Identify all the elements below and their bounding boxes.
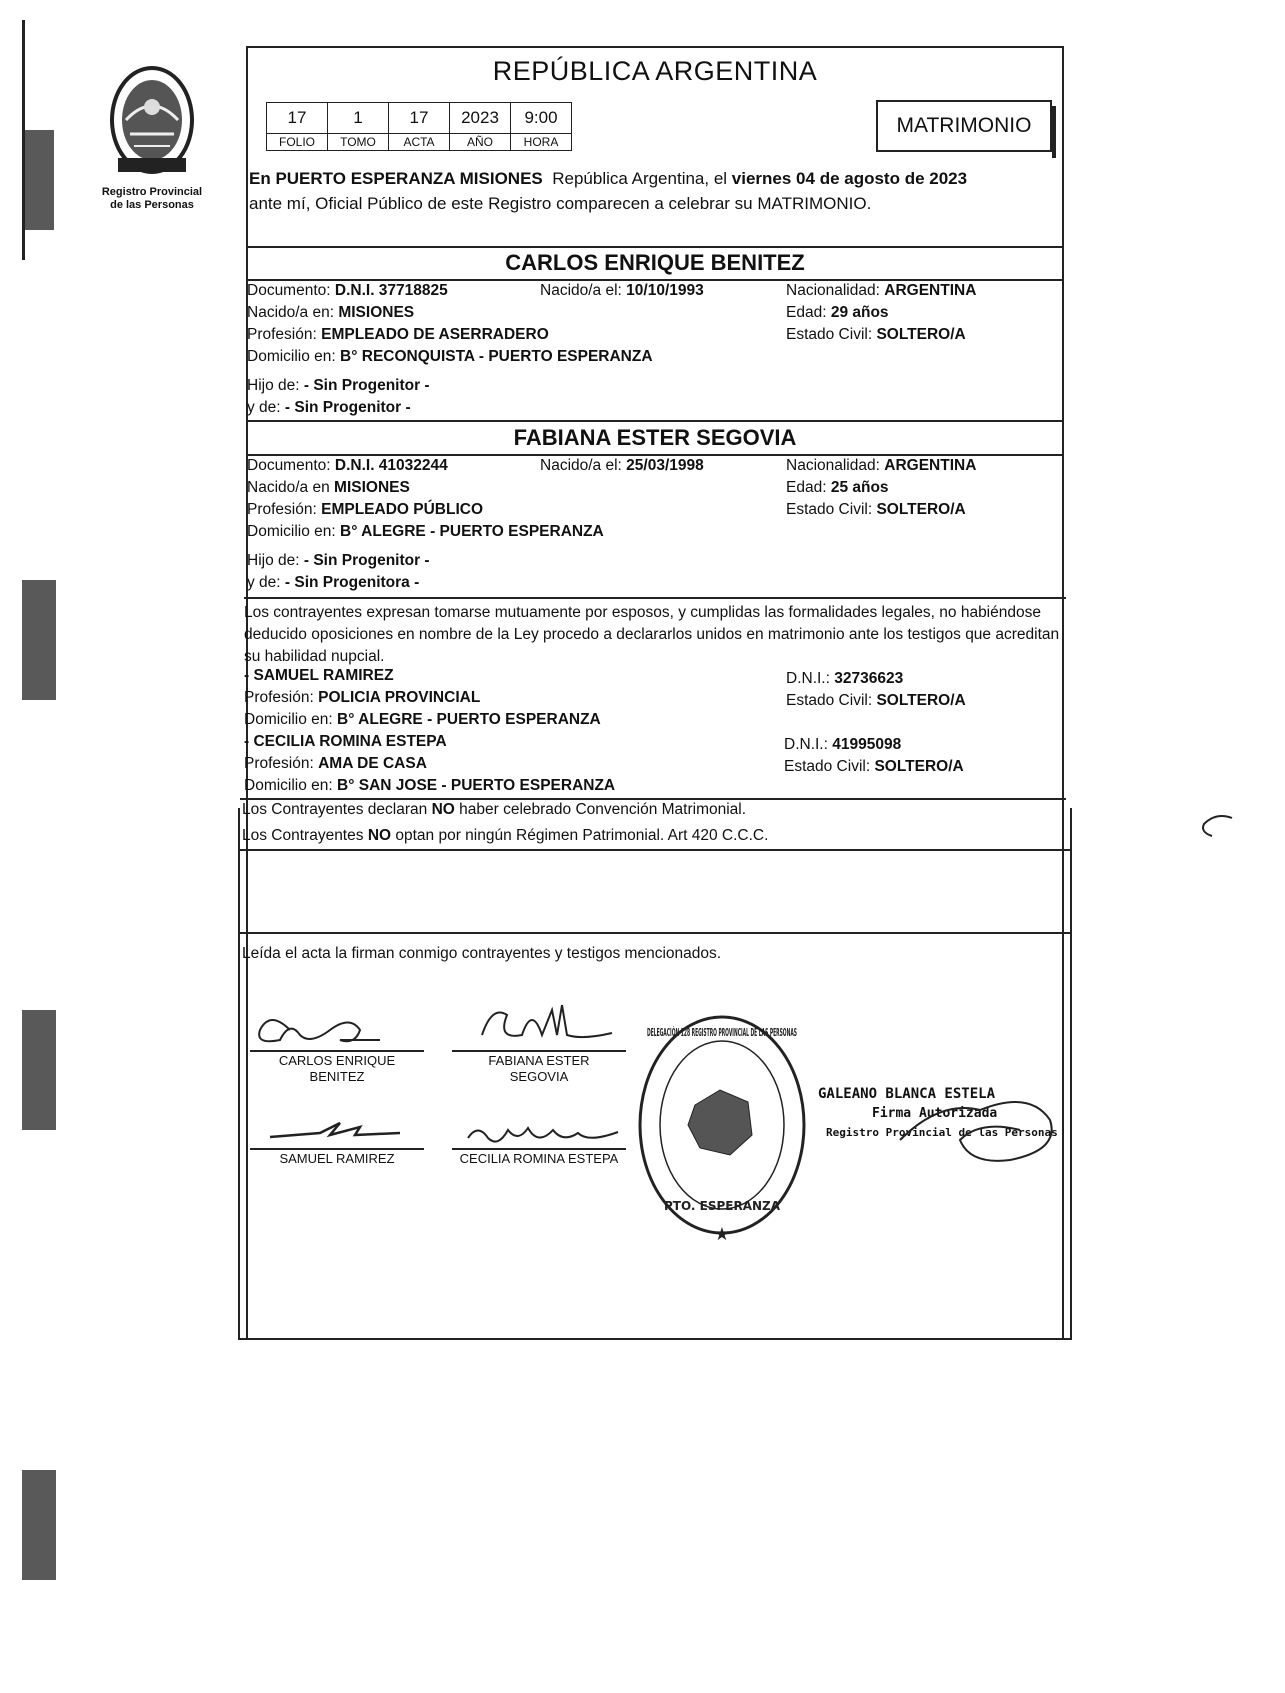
spouse-2-nat: Nacionalidad: ARGENTINA xyxy=(786,457,977,474)
hour-label: HORA xyxy=(511,134,572,151)
witness-2-addr: Domicilio en: B° SAN JOSE - PUERTO ESPERANZA xyxy=(244,777,616,794)
declaration-text: Los contrayentes expresan tomarse mutuamente por esposos, y cumplidas las formalidades legales, no habiéndose deducido oposiciones en nombre de la Ley procedo a declararlos unidos en matrimonio ante los testigos que acreditan su habilidad nupcial. xyxy=(244,604,1060,665)
spouse-2-civil: Estado Civil: SOLTERO/A xyxy=(786,501,966,518)
coat-of-arms-icon xyxy=(104,62,200,180)
hour-value: 9:00 xyxy=(511,103,572,134)
signature-2-scribble-icon xyxy=(462,995,622,1055)
act-type-box xyxy=(876,100,1052,152)
country-title: REPÚBLICA ARGENTINA xyxy=(492,56,818,86)
signature-line xyxy=(452,1050,626,1052)
spouse-1-born: Nacido/a el: 10/10/1993 xyxy=(540,282,704,299)
spouse-2-age: Edad: 25 años xyxy=(786,479,889,496)
spouse-1-parent-2: y de: - Sin Progenitor - xyxy=(247,399,411,416)
spouse-1-civil: Estado Civil: SOLTERO/A xyxy=(786,326,966,343)
signature-line xyxy=(452,1148,626,1150)
spouse-2-addr: Domicilio en: B° ALEGRE - PUERTO ESPERANZA xyxy=(247,523,604,540)
signature-3-scribble-icon xyxy=(260,1115,410,1145)
witness-1-dni: D.N.I.: 32736623 xyxy=(786,670,904,687)
spouse-1-name: CARLOS ENRIQUE BENITEZ xyxy=(505,250,805,275)
closing-text: Leída el acta la firman conmigo contrayentes y testigos mencionados. xyxy=(242,945,722,962)
divider xyxy=(240,798,1066,800)
scan-mark xyxy=(22,1010,56,1130)
spouse-2-doc: Documento: D.N.I. 41032244 xyxy=(247,457,448,474)
spouse-1-age: Edad: 29 años xyxy=(786,304,889,321)
spouse-1-nat: Nacionalidad: ARGENTINA xyxy=(786,282,977,299)
stray-mark-icon xyxy=(1196,812,1236,842)
official-signature-scribble-icon xyxy=(880,1080,1070,1170)
signature-4-scribble-icon xyxy=(458,1118,628,1150)
scan-mark xyxy=(22,580,56,700)
signature-line xyxy=(250,1050,424,1052)
logo-caption-line-1: Registro Provincial xyxy=(101,186,203,198)
official-title: Firma Autorizada xyxy=(872,1106,998,1121)
witness-1-civil: Estado Civil: SOLTERO/A xyxy=(786,692,966,709)
official-name: GALEANO BLANCA ESTELA xyxy=(818,1086,996,1102)
official-org: Registro Provincial de las Personas xyxy=(826,1126,1058,1139)
intro-mid: República Argentina, el xyxy=(552,169,728,188)
spouse-2-parent-2: y de: - Sin Progenitora - xyxy=(247,574,420,591)
signature-2-line-2: SEGOVIA xyxy=(509,1069,569,1084)
spouse-1-prof: Profesión: EMPLEADO DE ASERRADERO xyxy=(247,326,549,343)
intro-text xyxy=(249,166,1069,216)
spouse-2-name: FABIANA ESTER SEGOVIA xyxy=(513,425,797,450)
year-value: 2023 xyxy=(450,103,511,134)
stamp-bottom-text: PTO. ESPERANZA xyxy=(663,1199,781,1213)
acta-value: 17 xyxy=(389,103,450,134)
spouse-2-prof: Profesión: EMPLEADO PÚBLICO xyxy=(247,501,484,518)
logo-caption-line-2: de las Personas xyxy=(110,199,194,211)
witness-2-prof: Profesión: AMA DE CASA xyxy=(244,755,427,772)
signature-3-caption: SAMUEL RAMIREZ xyxy=(279,1151,395,1166)
registry-logo xyxy=(92,62,212,212)
signature-2-caption xyxy=(452,1053,626,1085)
spouse-1-doc: Documento: D.N.I. 37718825 xyxy=(247,282,448,299)
witness-2-name: - CECILIA ROMINA ESTEPA xyxy=(244,733,447,750)
signature-1-scribble-icon xyxy=(250,1000,400,1050)
registry-table xyxy=(266,102,572,151)
spouse-1-birthplace: Nacido/a en: MISIONES xyxy=(247,304,415,321)
signature-1-line-1: CARLOS ENRIQUE xyxy=(278,1053,396,1068)
spouse-1-addr: Domicilio en: B° RECONQUISTA - PUERTO ESPERANZA xyxy=(247,348,653,365)
signature-2-line-1: FABIANA ESTER xyxy=(488,1053,590,1068)
divider xyxy=(246,246,1064,248)
year-label: AÑO xyxy=(450,134,511,151)
stamp-text: DELEGACIÓN 128 REGISTRO PROVINCIAL DE LAS PERSONAS xyxy=(647,1026,798,1039)
divider xyxy=(246,454,1064,456)
spouse-1-parent-1: Hijo de: - Sin Progenitor - xyxy=(247,377,430,394)
spouse-2-birthplace: Nacido/a en MISIONES xyxy=(247,479,410,496)
intro-line-2: ante mí, Oficial Público de este Registro comparecen a celebrar su MATRIMONIO. xyxy=(249,194,872,213)
spouse-2-parent-1: Hijo de: - Sin Progenitor - xyxy=(247,552,430,569)
scan-mark xyxy=(24,130,54,230)
signature-1-caption xyxy=(250,1053,424,1085)
act-type: MATRIMONIO xyxy=(896,114,1032,137)
witness-1-prof: Profesión: POLICIA PROVINCIAL xyxy=(244,689,481,706)
tomo-value: 1 xyxy=(328,103,389,134)
folio-label: FOLIO xyxy=(267,134,328,151)
convention-line-1: Los Contrayentes declaran NO haber celebrado Convención Matrimonial. xyxy=(242,801,747,818)
intro-date: viernes 04 de agosto de 2023 xyxy=(731,169,968,188)
signature-line xyxy=(250,1148,424,1150)
scan-mark xyxy=(22,1470,56,1580)
witness-2-dni: D.N.I.: 41995098 xyxy=(784,736,902,753)
stamp-icon xyxy=(630,1010,814,1250)
signature-4-caption: CECILIA ROMINA ESTEPA xyxy=(459,1151,619,1166)
divider xyxy=(246,279,1064,281)
tomo-label: TOMO xyxy=(328,134,389,151)
divider xyxy=(240,932,1072,934)
witness-1-addr: Domicilio en: B° ALEGRE - PUERTO ESPERANZA xyxy=(244,711,601,728)
convention-line-2: Los Contrayentes NO optan por ningún Régimen Patrimonial. Art 420 C.C.C. xyxy=(242,827,769,844)
intro-place: En PUERTO ESPERANZA MISIONES xyxy=(249,169,543,188)
witness-1-name: - SAMUEL RAMIREZ xyxy=(244,667,394,684)
witness-2-civil: Estado Civil: SOLTERO/A xyxy=(784,758,964,775)
svg-text:★: ★ xyxy=(713,1224,731,1244)
acta-label: ACTA xyxy=(389,134,450,151)
spouse-2-born: Nacido/a el: 25/03/1998 xyxy=(540,457,704,474)
folio-value: 17 xyxy=(267,103,328,134)
divider xyxy=(246,420,1064,422)
divider xyxy=(244,597,1066,599)
signature-1-line-2: BENITEZ xyxy=(309,1069,365,1084)
divider xyxy=(240,849,1072,851)
logo-caption xyxy=(92,186,212,212)
